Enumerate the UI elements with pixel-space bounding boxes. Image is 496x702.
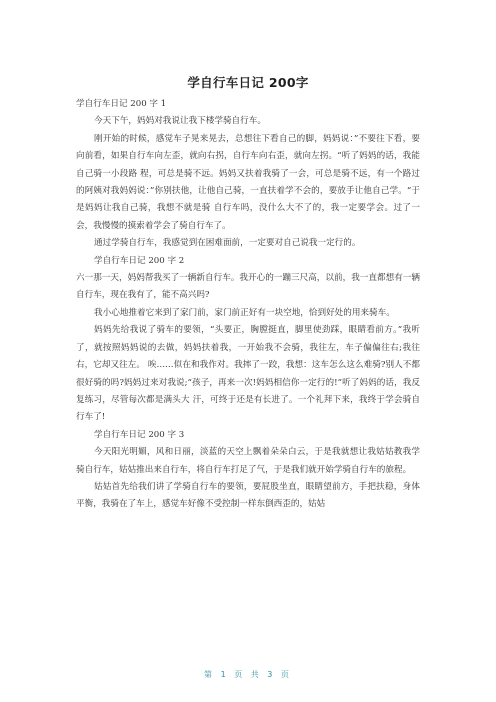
paragraph: 六一那一天，妈妈帮我买了一辆新自行车。我开心的一蹦三尺高，以前，我一直都想有一辆自行车，现在我有了，能不高兴吗? [76, 273, 420, 301]
section-heading: 学自行车日记 200 字 3 [94, 429, 185, 440]
document-body [76, 96, 420, 514]
section-heading: 学自行车日记 200 字 2 [94, 255, 185, 266]
page-indicator: 第 1 页 共 3 页 [204, 670, 292, 679]
paragraph: 今天下午，妈妈对我说让我下楼学骑自行车。 [94, 116, 266, 127]
paragraph: 刚开始的时候，感觉车子晃来晃去，总想往下看自己的脚，妈妈说：”不要往下看，要向前看，如果自行车向左歪，就向右拐，自行车向右歪，就向左拐。“听了妈妈的话，我能自己骑一小段路 程，可总是骑不远。妈妈又扶着我骑了一会，可总是骑不远，有一个路过的阿姨对我妈妈说：”你别扶他，让他自己骑，一直扶着学不会的，要放手让他自己学。“于是妈妈让我自己骑，我想不就是骑 自行车吗，没什么大不了的，我一定要学会。过了一会，我慢慢的摸索着学会了骑自行车了。 [76, 133, 420, 231]
paragraph: 今天阳光明媚，风和日丽，淡蓝的天空上飘着朵朵白云，于是我就想让我姑姑教我学骑自行车，姑姑推出来自行车，将自行车打足了气，于是我们就开始学骑自行车的旅程。 [76, 447, 420, 475]
paragraph: 我小心地推着它来到了家门前，家门前正好有一块空地，恰到好处的用来骑车。 [94, 307, 395, 318]
section-heading: 学自行车日记 200 字 1 [76, 99, 167, 109]
paragraph: 姑姑首先给我们讲了学骑自行车的要领，要屁股坐直，眼睛望前方，手把扶稳，身体平衡，我骑在了车上，感觉车好像不受控制一样东倒西歪的，姑姑 [76, 481, 420, 510]
paragraph: 通过学骑自行车，我感觉到在困难面前，一定要对自己说我一定行的。 [94, 238, 361, 249]
paragraph: 妈妈先给我说了骑车的要领，“头要正，胸膛挺直，脚里使劲踩，眼睛看前方。”我听了，就按照妈妈说的去做，妈妈扶着我，一开始我不会骑，我往左，车子偏偏往右;我往右，它却又往左。 唉……似在和我作对。我摔了一跤，我想：这车怎么这么难骑?别人不都很好骑的吗?妈妈过来对我说;“孩子，再来一次!妈妈相信你一定行的!”听了妈妈的话，我反复练习，尽管每次都是满头大 汗，可终于还是有长进了。一个礼拜下来，我终于学会骑自行车了! [76, 325, 420, 423]
document-title: 学自行车日记 200字 [187, 75, 309, 90]
